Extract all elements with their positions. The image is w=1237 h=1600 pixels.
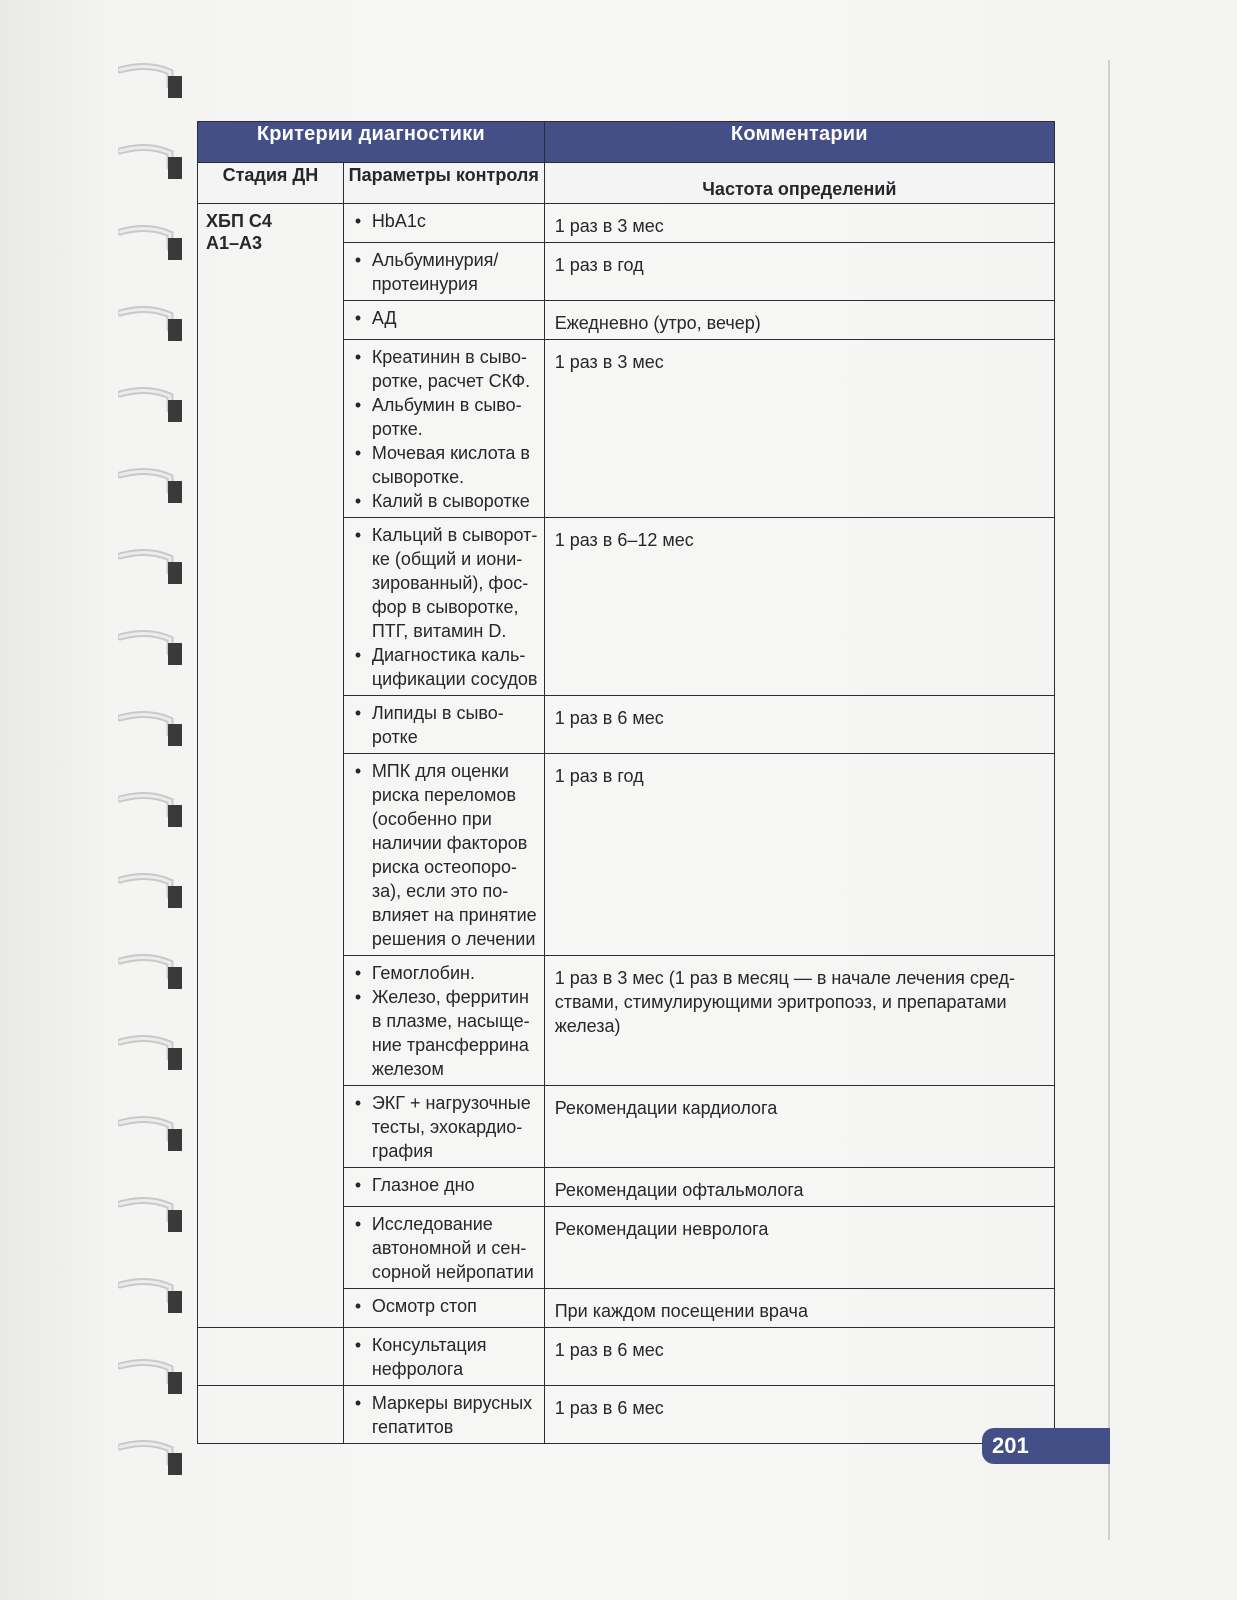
param-cell (343, 204, 544, 243)
spiral-ring (118, 465, 190, 509)
param-item: • Исследование автономной и сен-сорной нейропатии (352, 1212, 538, 1284)
freq-cell: Рекомендации кардиолога (544, 1086, 1054, 1168)
param-item: • ЭКГ + нагрузочные тесты, эхокардио-графия (352, 1091, 538, 1163)
page-edge (1108, 60, 1110, 1540)
table-row (198, 204, 1055, 243)
freq-cell: Рекомендации невролога (544, 1207, 1054, 1289)
stage-cell-empty (198, 1328, 344, 1386)
param-cell (343, 1289, 544, 1328)
table-row (198, 1386, 1055, 1444)
spiral-ring (118, 141, 190, 185)
spiral-ring (118, 1275, 190, 1319)
stage-line: А1–А3 (206, 233, 263, 253)
spiral-ring (118, 222, 190, 266)
spiral-binding (118, 60, 198, 1520)
spiral-ring (118, 870, 190, 914)
param-item: • Осмотр стоп (352, 1294, 538, 1318)
freq-cell: 1 раз в 6–12 мес (544, 518, 1054, 696)
table-row (198, 1328, 1055, 1386)
subheader-stage: Стадия ДН (198, 163, 344, 204)
spiral-ring (118, 60, 190, 104)
table-header-row (198, 122, 1055, 163)
stage-cell (198, 204, 344, 1328)
freq-cell: 1 раз в 3 мес (544, 340, 1054, 518)
subheader-freq: Частота определений (544, 163, 1054, 204)
spiral-ring (118, 1194, 190, 1238)
freq-cell: 1 раз в 3 мес (544, 204, 1054, 243)
param-item: • Липиды в сыво-ротке (352, 701, 538, 749)
monitoring-table (197, 121, 1055, 1444)
header-comments: Комментарии (544, 122, 1054, 163)
spiral-ring (118, 1113, 190, 1157)
param-cell (343, 696, 544, 754)
param-cell (343, 1207, 544, 1289)
freq-cell: 1 раз в 6 мес (544, 1386, 1054, 1444)
param-cell (343, 956, 544, 1086)
spiral-ring (118, 1356, 190, 1400)
spiral-ring (118, 546, 190, 590)
spiral-ring (118, 303, 190, 347)
spiral-ring (118, 789, 190, 833)
param-cell (343, 301, 544, 340)
param-item: • Альбумин в сыво-ротке. (352, 393, 538, 441)
freq-cell: 1 раз в год (544, 754, 1054, 956)
param-item: • Диагностика каль-цификации сосудов (352, 643, 538, 691)
param-cell (343, 1328, 544, 1386)
freq-cell: 1 раз в 6 мес (544, 1328, 1054, 1386)
spiral-ring (118, 708, 190, 752)
param-cell (343, 754, 544, 956)
stage-line: ХБП С4 (206, 211, 272, 231)
header-criteria: Критерии диагностики (198, 122, 545, 163)
param-cell (343, 1168, 544, 1207)
param-item: • Гемоглобин. (352, 961, 538, 985)
stage-cell-empty (198, 1386, 344, 1444)
freq-cell: При каждом посещении врача (544, 1289, 1054, 1328)
param-item: • Калий в сыворотке (352, 489, 538, 513)
freq-cell: 1 раз в год (544, 243, 1054, 301)
param-cell (343, 518, 544, 696)
param-item: • МПК для оценки риска переломов (особенно при наличии факторов риска остеопоро-за), если это по-влияет на принятие решения о лечении (352, 759, 538, 951)
page-number: 201 (982, 1428, 1110, 1464)
param-cell (343, 1386, 544, 1444)
param-cell (343, 1086, 544, 1168)
spiral-ring (118, 384, 190, 428)
param-cell (343, 340, 544, 518)
param-item: • Кальций в сыворот-ке (общий и иони-зированный), фос-фор в сыворотке, ПТГ, витамин D. (352, 523, 538, 643)
table-subheader-row (198, 163, 1055, 204)
param-item: • Маркеры вирусных гепатитов (352, 1391, 538, 1439)
param-item: • HbA1c (352, 209, 538, 233)
freq-cell: 1 раз в 6 мес (544, 696, 1054, 754)
freq-cell: Рекомендации офтальмолога (544, 1168, 1054, 1207)
param-item: • Креатинин в сыво-ротке, расчет СКФ. (352, 345, 538, 393)
spiral-ring (118, 627, 190, 671)
param-item: • Консультация нефролога (352, 1333, 538, 1381)
param-cell (343, 243, 544, 301)
freq-cell: 1 раз в 3 мес (1 раз в месяц — в начале лечения сред-ствами, стимулирующими эритропоэз, и препаратами железа) (544, 956, 1054, 1086)
param-item: • АД (352, 306, 538, 330)
spiral-ring (118, 1032, 190, 1076)
param-item: • Железо, ферритин в плазме, насыще-ние трансферрина железом (352, 985, 538, 1081)
param-item: • Глазное дно (352, 1173, 538, 1197)
param-item: • Мочевая кислота в сыворотке. (352, 441, 538, 489)
spiral-ring (118, 1437, 190, 1481)
spiral-ring (118, 951, 190, 995)
param-item: • Альбуминурия/ протеинурия (352, 248, 538, 296)
subheader-params: Параметры контроля (343, 163, 544, 204)
freq-cell: Ежедневно (утро, вечер) (544, 301, 1054, 340)
